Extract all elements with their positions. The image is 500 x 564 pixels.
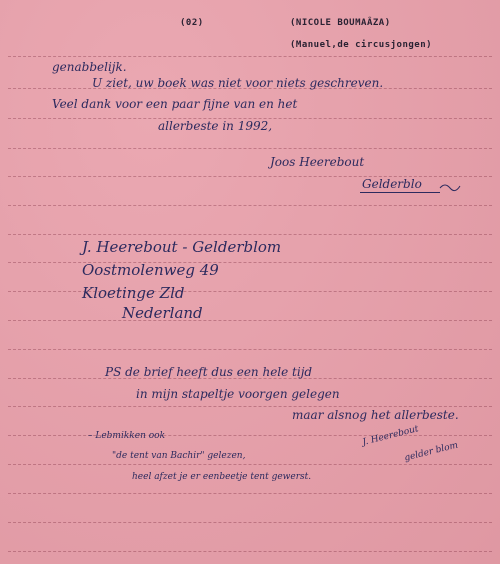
letter-line-2: U ziet, uw boek was niet voor niets geschreven. [92,76,384,90]
letter-line-1: genabbelijk. [52,60,127,74]
letter-line-3: Veel dank voor een paar fijne van en het [52,97,298,111]
postscript-line-2: in mijn stapeltje voorgen gelegen [136,387,340,401]
ruled-line [8,205,492,206]
ruled-line [8,234,492,235]
ruled-line [8,406,492,407]
page-number: (02) [180,18,204,28]
ruled-line [8,320,492,321]
note-line-2: "de tent van Bachir" gelezen, [112,451,246,461]
ruled-line [8,493,492,494]
book-title: (Manuel,de circusjongen) [290,40,433,50]
postscript-line-3: maar alsnog het allerbeste. [292,408,459,422]
letter-line-4: allerbeste in 1992, [158,119,273,133]
signature-surname: Gelderblo [362,177,422,191]
signature-name: Joos Heerebout [270,155,365,169]
ruled-line [8,148,492,149]
ruled-line [8,522,492,523]
ruled-line [8,551,492,552]
postscript-line-1: PS de brief heeft dus een hele tijd [105,365,313,379]
address-name: J. Heerebout - Gelderblom [82,238,282,256]
signature-flourish [440,182,460,192]
note-signature-1: J. Heerebout [361,424,420,448]
note-line-1: – Lebmikken ook [88,431,166,441]
note-line-3: heel afzet je er eenbeetje tent gewerst. [132,472,312,482]
ruled-line [8,349,492,350]
address-country: Nederland [122,304,203,322]
address-city: Kloetinge Zld [82,284,185,302]
ruled-line [8,464,492,465]
ruled-line [8,262,492,263]
signature-underline [360,192,440,193]
ruled-line [8,435,492,436]
note-signature-2: gelder blom [403,440,460,464]
ruled-line [8,291,492,292]
author-name: (NICOLE BOUMAÂZA) [290,18,391,28]
address-street: Oostmolenweg 49 [82,261,219,279]
ruled-line [8,56,492,57]
